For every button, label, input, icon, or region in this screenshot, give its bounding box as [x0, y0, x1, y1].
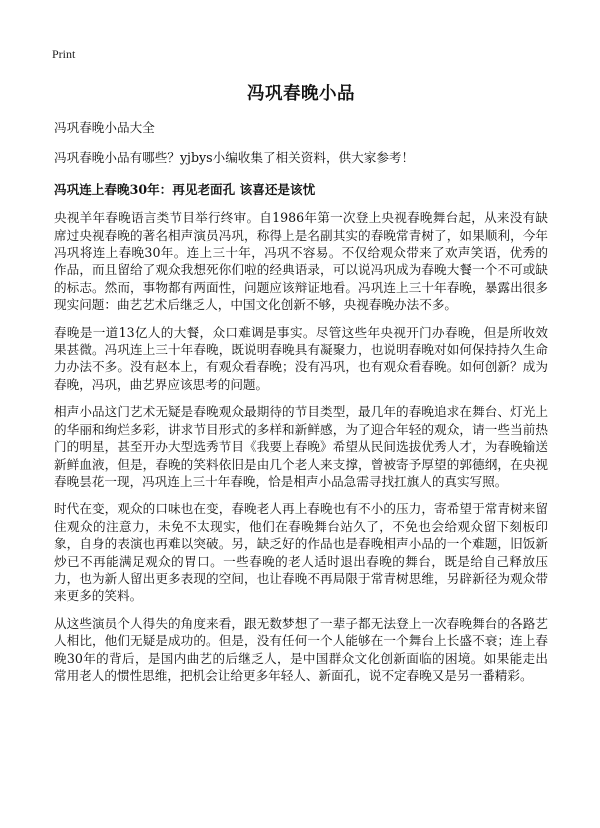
page-title: 冯巩春晚小品 [247, 84, 355, 104]
article-paragraph: 春晚是一道13亿人的大餐，众口难调是事实。尽管这些年央视开门办春晚，但是所收效果甚微。冯巩连上三十年春晚，既说明春晚具有凝聚力，也说明春晚对如何保持持久生命力办法不多。没有赵本上，有观众看春晚；没有冯巩，也有观众看春晚。如何创新？成为春晚，冯巩，曲艺界应该思考的问题。 [54, 324, 548, 392]
article-paragraph: 从这些演员个人得失的角度来看，跟无数梦想了一辈子都无法登上一次春晚舞台的各路艺人相比，他们无疑是成功的。但是，没有任何一个人能够在一个舞台上长盛不衰；连上春晚30年的背后，是国内曲艺的后继乏人，是中国群众文化创新面临的困境。如果能走出常用老人的惯性思维，把机会让给更多年轻人、新面孔，说不定春晚又是另一番精彩。 [54, 615, 548, 683]
print-link[interactable]: Print [52, 47, 76, 61]
article-subtitle: 冯巩春晚小品大全 [54, 120, 155, 135]
article-paragraph: 时代在变，观众的口味也在变，春晚老人再上春晚也有不小的压力，寄希望于常青树来留住观众的注意力，未免不太现实，他们在春晚舞台站久了，不免也会给观众留下刻板印象，自身的表演也再难以突破。另，缺乏好的作品也是春晚相声小品的一个难题，旧饭新炒已不再能满足观众的胃口。一些春晚的老人适时退出春晚的舞台，既是给自己释放压力，也为新人留出更多表现的空间，也让春晚不再局限于常青树思维，另辟新径为观众带来更多的笑料。 [54, 501, 548, 604]
article-heading: 冯巩连上春晚30年：再见老面孔 该喜还是该忧 [54, 181, 316, 197]
article [54, 80, 548, 694]
article-intro: 冯巩春晚小品有哪些？yjbys小编收集了相关资料，供大家参考！ [54, 150, 415, 166]
article-paragraph: 相声小品这门艺术无疑是春晚观众最期待的节目类型，最几年的春晚追求在舞台、灯光上的华丽和绚烂多彩，讲求节目形式的多样和新鲜感，为了迎合年轻的观众，请一些当前热门的明星，甚至开办大型选秀节目《我要上春晚》希望从民间选拔优秀人才，为春晚输送新鲜血液，但是，春晚的笑料依旧是由几个老人来支撑，曾被寄予厚望的郭德纲，在央视春晚昙花一现，冯巩连上三十年春晚，恰是相声小品急需寻找扛旗人的真实写照。 [54, 404, 548, 489]
article-paragraph: 央视羊年春晚语言类节目举行终审。自1986年第一次登上央视春晚舞台起，从来没有缺席过央视春晚的著名相声演员冯巩，称得上是名副其实的春晚常青树了，如果顺利，今年冯巩将连上春晚30年。连上三十年，冯巩不容易。不仅给观众带来了欢声笑语，优秀的作品，而且留给了观众我想死你们啦的经典语录，可以说冯巩成为春晚大餐一个不可或缺的标志。然而，事物都有两面性，问题应该辩证地看。冯巩连上三十年春晚，暴露出很多现实问题：曲艺艺术后继乏人，中国文化创新不够，央视春晚办法不多。 [54, 210, 548, 313]
